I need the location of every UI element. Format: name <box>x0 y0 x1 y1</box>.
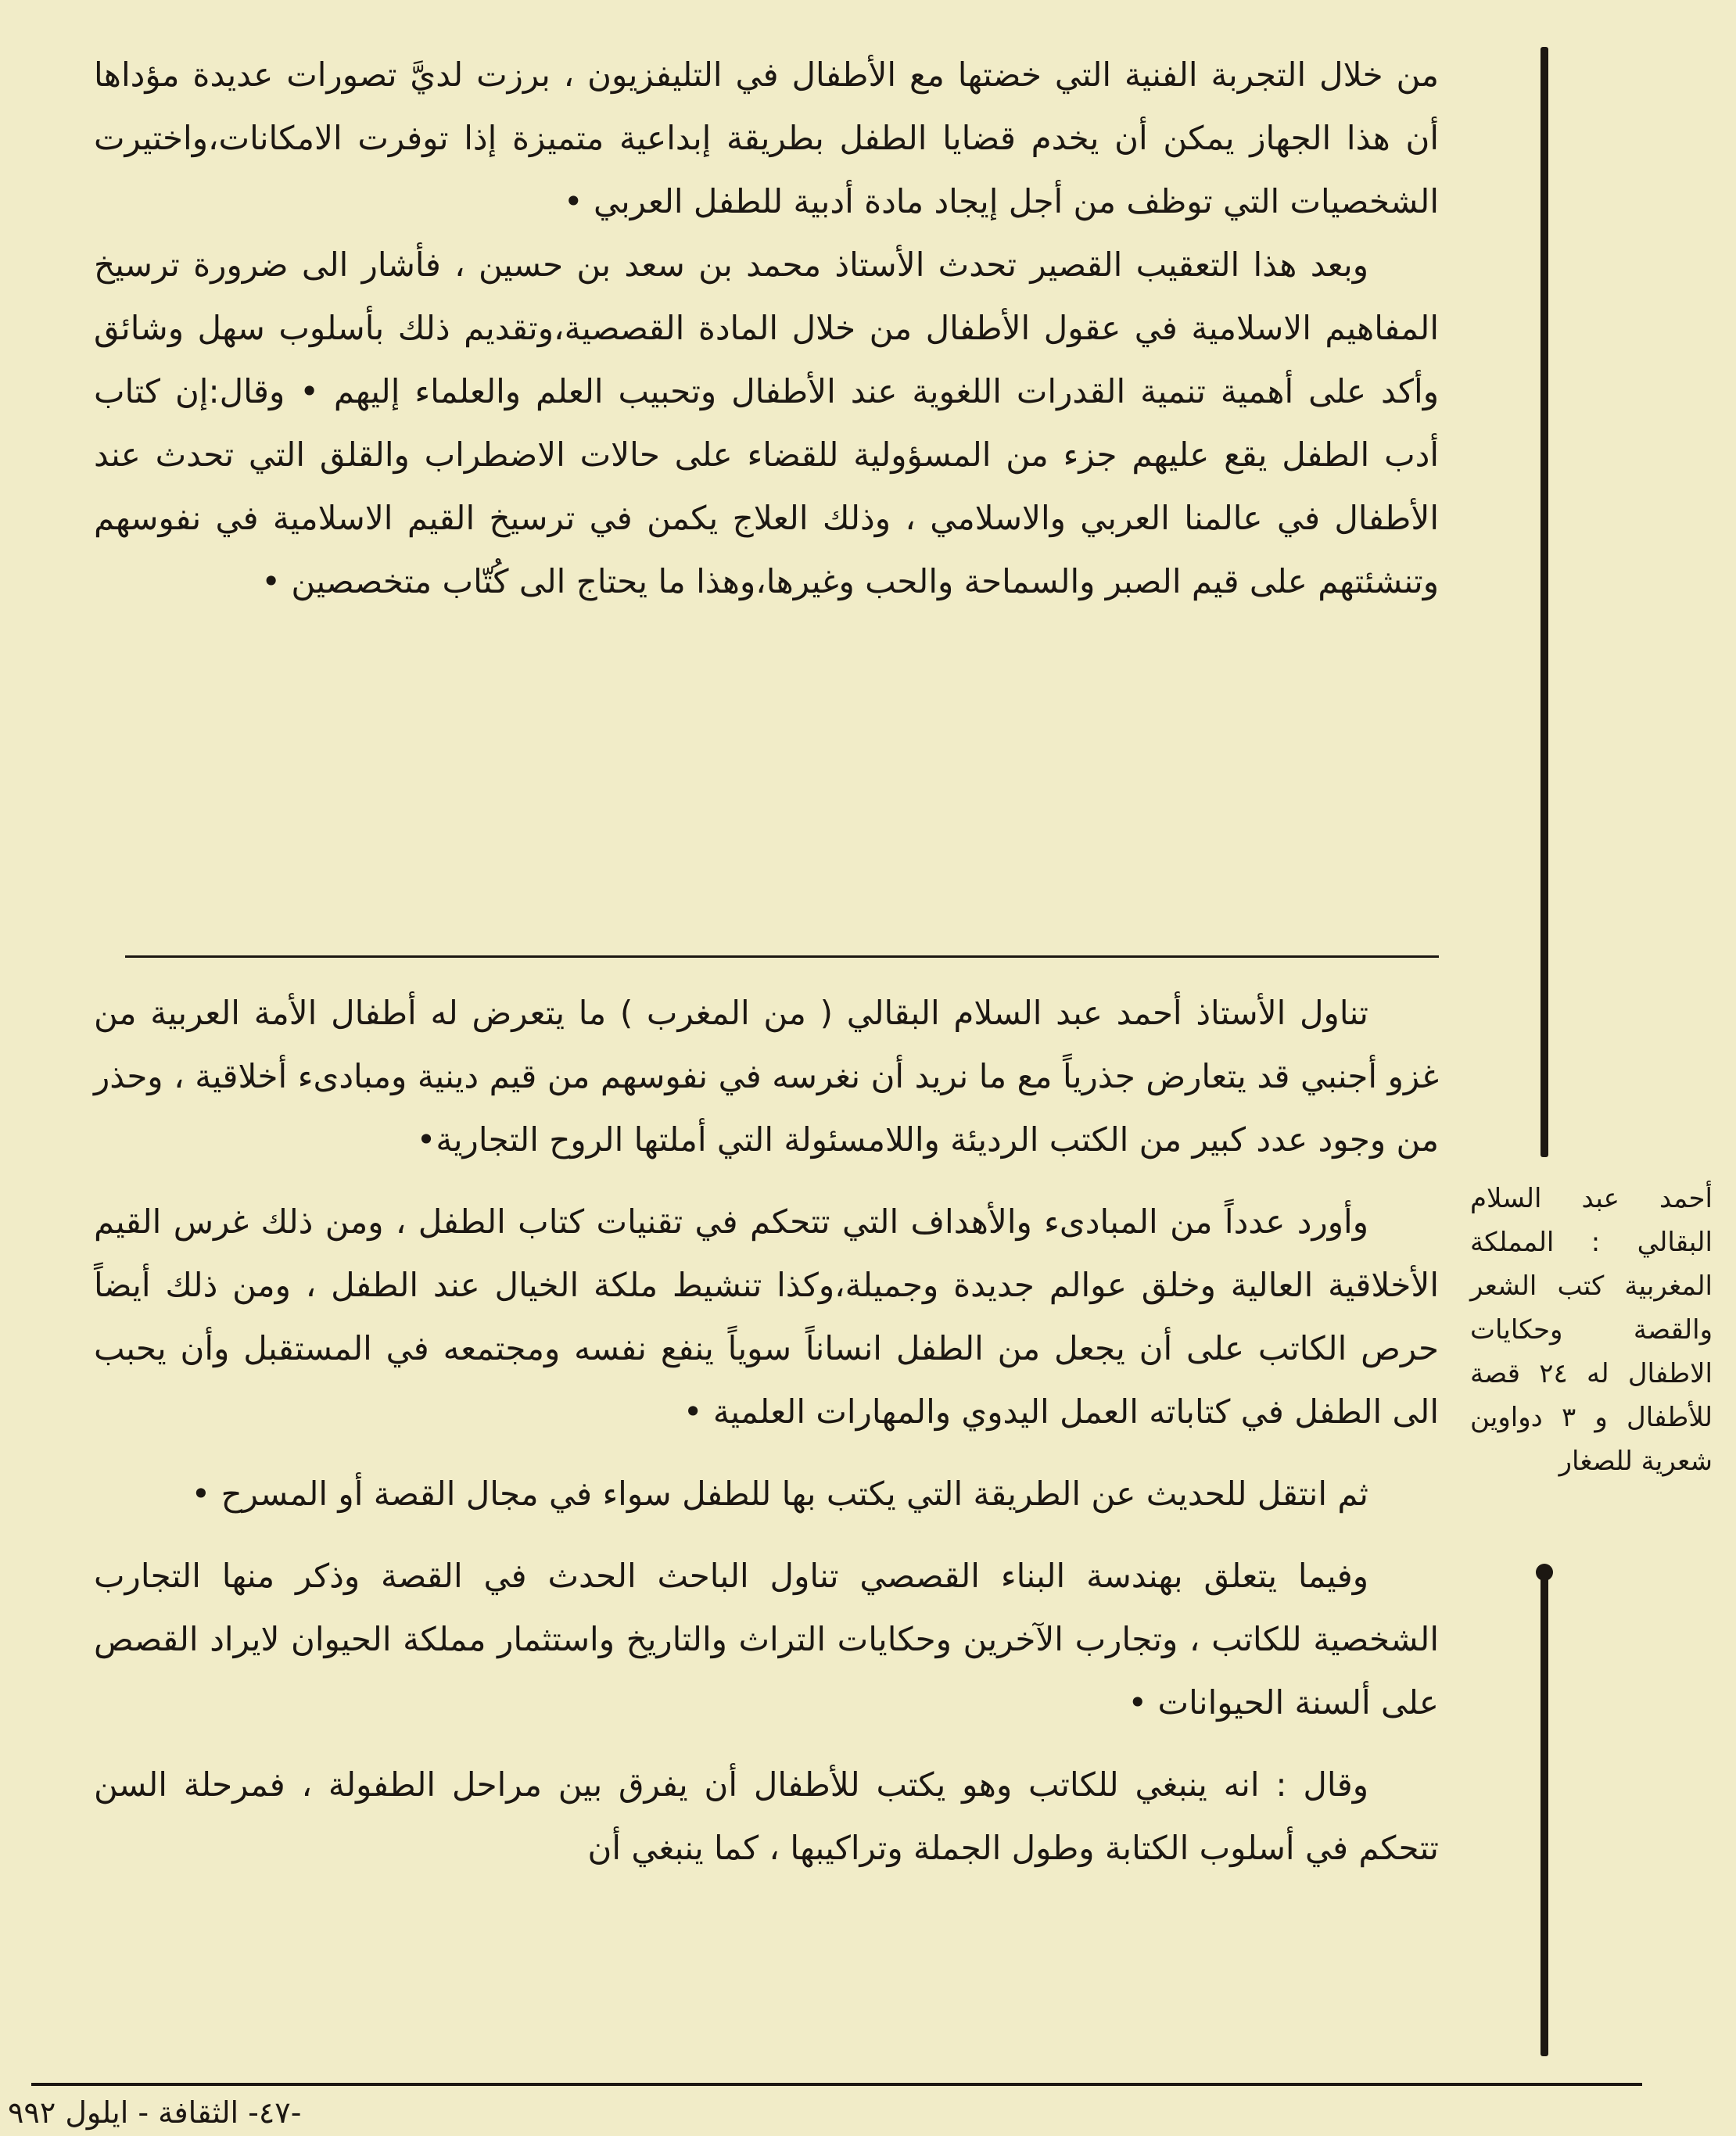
paragraph: وبعد هذا التعقيب القصير تحدث الأستاذ محمد بن سعد بن حسين ، فأشار الى ضرورة ترسيخ المفاهيم الاسلامية في عقول الأطفال من خلال المادة القصصية،وتقديم ذلك بأسلوب سهل وشائق وأكد على أهمية تنمية القدرات اللغوية عند الأطفال وتحبيب العلم والعلماء إليهم • وقال:إن كتاب أدب الطفل يقع عليهم جزء من المسؤولية للقضاء على حالات الاضطراب والقلق التي تحدث عند الأطفال في عالمنا العربي والاسلامي ، وذلك العلاج يكمن في ترسيخ القيم الاسلامية في نفوسهم وتنشئتهم على قيم الصبر والسماحة والحب وغيرها،وهذا ما يحتاج الى كُتّاب متخصصين • <box>94 245 1439 600</box>
article-part-2 <box>94 981 1439 1880</box>
column-divider-top <box>1541 47 1548 1157</box>
section-divider <box>125 955 1439 958</box>
column-divider-bottom <box>1541 1572 1548 2056</box>
paragraph: ثم انتقل للحديث عن الطريقة التي يكتب بها للطفل سواء في مجال القصة أو المسرح • <box>191 1475 1368 1513</box>
paragraph: وقال : انه ينبغي للكاتب وهو يكتب للأطفال أن يفرق بين مراحل الطفولة ، فمرحلة السن تتحكم في أسلوب الكتابة وطول الجملة وتراكيبها ، كما ينبغي أن <box>94 1765 1439 1867</box>
author-bio-note: أحمد عبد السلام البقالي : المملكة المغربية كتب الشعر والقصة وحكايات الاطفال له ٢٤ قصة للأطفال و ٣ دواوين شعرية للصغار <box>1470 1183 1713 1477</box>
paragraph: وفيما يتعلق بهندسة البناء القصصي تناول الباحث الحدث في القصة وذكر منها التجارب الشخصية للكاتب ، وتجارب الآخرين وحكايات التراث والتاريخ واستثمار مملكة الحيوان لايراد القصص على ألسنة الحيوانات • <box>94 1557 1439 1722</box>
paragraph: وأورد عدداً من المبادىء والأهداف التي تتحكم في تقنيات كتاب الطفل ، ومن ذلك غرس القيم الأخلاقية العالية وخلق عوالم جديدة وجميلة،وكذا تنشيط ملكة الخيال عند الطفل ، ومن ذلك أيضاً حرص الكاتب على أن يجعل من الطفل انساناً سوياً ينفع نفسه ومجتمعه في المستقبل وأن يحبب الى الطفل في كتاباته العمل اليدوي والمهارات العلمية • <box>94 1202 1439 1431</box>
footer-divider <box>31 2083 1642 2086</box>
paragraph: تناول الأستاذ أحمد عبد السلام البقالي ( من المغرب ) ما يتعرض له أطفال الأمة العربية من غزو أجنبي قد يتعارض جذرياً مع ما نريد أن نغرسه في نفوسهم من قيم دينية ومبادىء أخلاقية ، وحذر من وجود عدد كبير من الكتب الرديئة واللامسئولة التي أملتها الروح التجارية• <box>94 994 1439 1159</box>
paragraph: من خلال التجربة الفنية التي خضتها مع الأطفال في التليفزيون ، برزت لديَّ تصورات عديدة مؤداها أن هذا الجهاز يمكن أن يخدم قضايا الطفل بطريقة إبداعية متميزة إذا توفرت الامكانات،واختيرت الشخصيات التي توظف من أجل إيجاد مادة أدبية للطفل العربي • <box>94 56 1439 220</box>
page-footer: -٤٧- الثقافة - ايلول ٩٩٢ <box>8 2095 302 2130</box>
article-part-1 <box>94 43 1439 613</box>
